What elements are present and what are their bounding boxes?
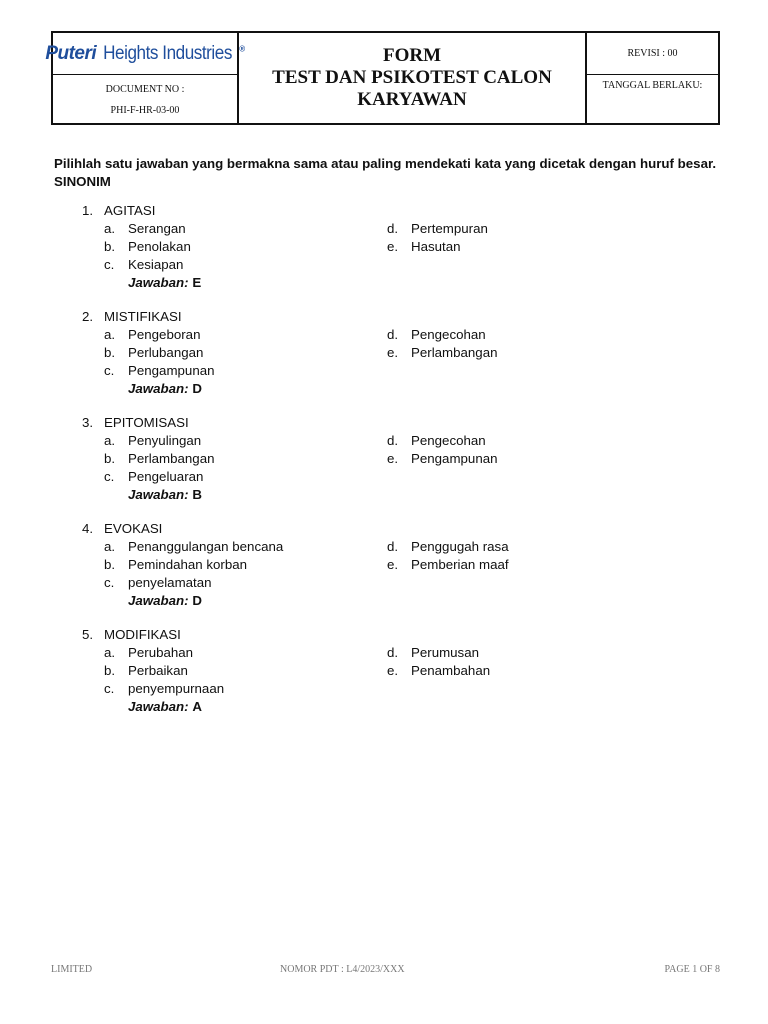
option-d bbox=[387, 220, 488, 238]
answer-line bbox=[82, 486, 682, 504]
option-text: Pengeboran bbox=[128, 327, 201, 342]
question-item bbox=[82, 202, 682, 292]
option-letter: a. bbox=[104, 221, 116, 236]
answer-value: D bbox=[192, 593, 202, 608]
question-number: 4. bbox=[82, 521, 94, 536]
option-text: penyempurnaan bbox=[128, 681, 225, 696]
option-d bbox=[387, 644, 479, 662]
option-letter: b. bbox=[104, 663, 116, 678]
option-letter: b. bbox=[104, 557, 116, 572]
title-line-2: TEST DAN PSIKOTEST CALON bbox=[272, 67, 552, 88]
document-header bbox=[45, 31, 720, 125]
option-letter: d. bbox=[387, 645, 399, 660]
header-left-cell bbox=[45, 33, 245, 123]
option-b bbox=[104, 556, 247, 574]
option-e bbox=[387, 450, 498, 468]
answer-label: Jawaban: bbox=[128, 381, 189, 396]
option-text: Penyulingan bbox=[128, 433, 202, 448]
option-letter: e. bbox=[387, 451, 399, 466]
option-text: Pemberian maaf bbox=[411, 557, 509, 572]
option-d bbox=[387, 432, 486, 450]
option-list bbox=[82, 220, 682, 274]
option-d bbox=[387, 538, 509, 556]
answer-line bbox=[82, 698, 682, 716]
question-word: EVOKASI bbox=[104, 521, 163, 536]
footer-classification: LIMITED bbox=[51, 964, 93, 975]
answer-line bbox=[82, 380, 682, 398]
logo-registered-mark: ® bbox=[239, 44, 245, 54]
option-text: penyelamatan bbox=[128, 575, 212, 590]
question-number: 3. bbox=[82, 415, 94, 430]
option-text: Pertempuran bbox=[411, 221, 488, 236]
answer-value: A bbox=[192, 699, 202, 714]
option-text: Perlubangan bbox=[128, 345, 204, 360]
option-letter: b. bbox=[104, 345, 116, 360]
option-e bbox=[387, 238, 461, 256]
option-letter: a. bbox=[104, 327, 116, 342]
option-text: Pengampunan bbox=[411, 451, 498, 466]
title-line-1: FORM bbox=[382, 45, 442, 66]
question-title bbox=[82, 626, 682, 644]
option-b bbox=[104, 238, 191, 256]
option-text: Penanggulangan bencana bbox=[128, 539, 284, 554]
option-e bbox=[387, 344, 498, 362]
option-letter: a. bbox=[104, 645, 116, 660]
question-number: 5. bbox=[82, 627, 94, 642]
footer-page-number: PAGE 1 OF 8 bbox=[664, 964, 720, 975]
question-word: AGITASI bbox=[104, 203, 156, 218]
option-letter: d. bbox=[387, 539, 399, 554]
logo-heights-industries: Heights Industries bbox=[103, 42, 233, 64]
effective-date-cell: TANGGAL BERLAKU: bbox=[602, 80, 703, 91]
question-word: EPITOMISASI bbox=[104, 415, 189, 430]
question-word: MISTIFIKASI bbox=[104, 309, 182, 324]
option-text: Perlambangan bbox=[411, 345, 498, 360]
footer-document-number: NOMOR PDT : L4/2023/XXX bbox=[280, 964, 405, 975]
document-no-value: PHI-F-HR-03-00 bbox=[110, 105, 180, 116]
answer-label: Jawaban: bbox=[128, 487, 189, 502]
question-number: 2. bbox=[82, 309, 94, 324]
option-text: Penolakan bbox=[128, 239, 191, 254]
option-text: Serangan bbox=[128, 221, 186, 236]
option-c bbox=[104, 256, 183, 274]
option-text: Perbaikan bbox=[128, 663, 188, 678]
option-c bbox=[104, 574, 212, 592]
question-title bbox=[82, 308, 682, 326]
option-letter: e. bbox=[387, 663, 399, 678]
question-number: 1. bbox=[82, 203, 94, 218]
option-a bbox=[104, 538, 283, 556]
option-b bbox=[104, 344, 203, 362]
question-item bbox=[82, 626, 682, 716]
option-list bbox=[82, 326, 682, 380]
option-text: Penggugah rasa bbox=[411, 539, 509, 554]
option-a bbox=[104, 644, 193, 662]
company-logo bbox=[45, 33, 245, 75]
logo-text bbox=[45, 43, 244, 65]
option-list bbox=[82, 432, 682, 486]
option-letter: c. bbox=[104, 469, 115, 484]
option-b bbox=[104, 662, 188, 680]
option-text: Perlambangan bbox=[128, 451, 215, 466]
option-letter: b. bbox=[104, 239, 116, 254]
option-text: Pengampunan bbox=[128, 363, 215, 378]
option-text: Pemindahan korban bbox=[128, 557, 248, 572]
instruction-text: Pilihlah satu jawaban yang bermakna sama atau paling mendekati kata yang dicetak dengan huruf besar. SINONIM bbox=[54, 156, 717, 189]
option-letter: a. bbox=[104, 539, 116, 554]
option-text: Pengecohan bbox=[411, 433, 486, 448]
option-letter: c. bbox=[104, 575, 115, 590]
form-title bbox=[239, 33, 587, 123]
answer-value: D bbox=[192, 381, 202, 396]
answer-label: Jawaban: bbox=[128, 593, 189, 608]
option-a bbox=[104, 432, 201, 450]
option-letter: c. bbox=[104, 363, 115, 378]
answer-line bbox=[82, 592, 682, 610]
option-c bbox=[104, 362, 215, 380]
question-title bbox=[82, 414, 682, 432]
option-letter: b. bbox=[104, 451, 116, 466]
option-letter: e. bbox=[387, 239, 399, 254]
answer-value: B bbox=[192, 487, 202, 502]
option-letter: e. bbox=[387, 345, 399, 360]
option-text: Penambahan bbox=[411, 663, 491, 678]
option-letter: d. bbox=[387, 221, 399, 236]
option-letter: e. bbox=[387, 557, 399, 572]
logo-puteri: Puteri bbox=[45, 42, 97, 64]
option-a bbox=[104, 326, 200, 344]
revision-cell: REVISI : 00 bbox=[587, 33, 718, 75]
answer-line bbox=[82, 274, 682, 292]
question-title bbox=[82, 202, 682, 220]
option-c bbox=[104, 468, 203, 486]
option-letter: d. bbox=[387, 327, 399, 342]
option-b bbox=[104, 450, 215, 468]
answer-value: E bbox=[192, 275, 202, 290]
option-letter: c. bbox=[104, 681, 115, 696]
question-item bbox=[82, 520, 682, 610]
header-right-cell bbox=[587, 33, 718, 123]
option-e bbox=[387, 662, 490, 680]
question-title bbox=[82, 520, 682, 538]
option-letter: c. bbox=[104, 257, 115, 272]
option-text: Perubahan bbox=[128, 645, 194, 660]
document-no-label: DOCUMENT NO : bbox=[105, 84, 185, 95]
question-item bbox=[82, 308, 682, 398]
option-list bbox=[82, 538, 682, 592]
option-letter: a. bbox=[104, 433, 116, 448]
answer-label: Jawaban: bbox=[128, 699, 189, 714]
option-text: Perumusan bbox=[411, 645, 479, 660]
option-c bbox=[104, 680, 224, 698]
option-text: Pengeluaran bbox=[128, 469, 204, 484]
answer-label: Jawaban: bbox=[128, 275, 189, 290]
question-word: MODIFIKASI bbox=[104, 627, 181, 642]
option-e bbox=[387, 556, 509, 574]
option-letter: d. bbox=[387, 433, 399, 448]
option-d bbox=[387, 326, 486, 344]
option-a bbox=[104, 220, 186, 238]
option-text: Pengecohan bbox=[411, 327, 486, 342]
question-item bbox=[82, 414, 682, 504]
title-line-3: KARYAWAN bbox=[357, 89, 467, 110]
option-list bbox=[82, 644, 682, 698]
option-text: Kesiapan bbox=[128, 257, 184, 272]
document-number-cell bbox=[53, 75, 237, 123]
option-text: Hasutan bbox=[411, 239, 461, 254]
